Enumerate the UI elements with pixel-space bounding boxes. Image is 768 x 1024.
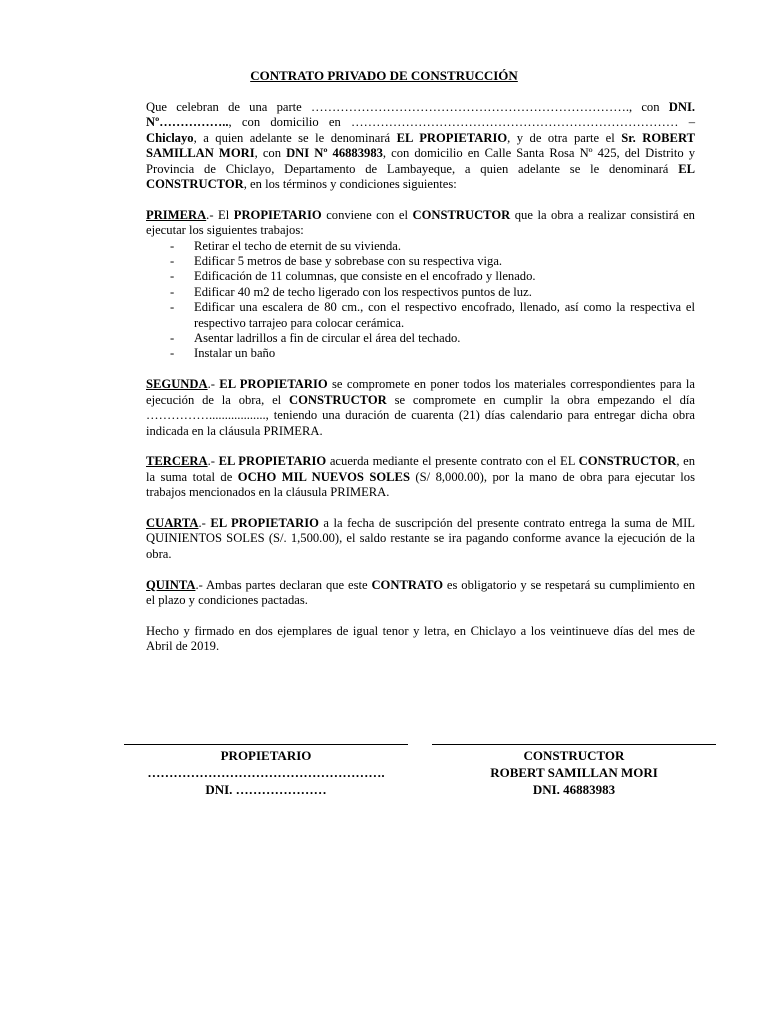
- list-item: - Asentar ladrillos a fin de circular el área del techado.: [176, 331, 695, 346]
- contractor-ref: CONSTRUCTOR: [412, 207, 511, 222]
- intro-text-c: , a quien adelante se le denominará: [193, 130, 397, 145]
- owner-ref: PROPIETARIO: [233, 207, 322, 222]
- clause-text: se compromete en cumplir la obra empezando el día …………….................., teniendo una duración de cuarenta (21) días calendario para entregar dicha obra indicada en la cláusula PRIMERA.: [146, 392, 695, 438]
- contractor-ref: CONSTRUCTOR: [288, 392, 387, 407]
- signature-block-owner: [124, 744, 408, 798]
- intro-text-g: , en los términos y condiciones siguientes:: [243, 177, 457, 192]
- contractor-designation: EL CONSTRUCTOR: [146, 161, 695, 192]
- clause-text: (S/ 8,000.00), por la mano de obra para ejecutar los trabajos mencionados en la cláusula PRIMERA.: [146, 469, 695, 500]
- clause-text: acuerda mediante el presente contrato con el EL: [326, 454, 579, 469]
- clause-text: conviene con el: [321, 207, 413, 222]
- signature-dni: DNI. 46883983: [532, 782, 616, 797]
- document-title: CONTRATO PRIVADO DE CONSTRUCCIÓN: [250, 68, 518, 83]
- signature-block-contractor: [432, 744, 716, 798]
- clause-primera: [146, 208, 695, 239]
- owner-ref: EL PROPIETARIO: [219, 377, 328, 392]
- list-item: - Edificar una escalera de 80 cm., con el respectivo encofrado, llenado, así como la respectiva el respectivo tarrajeo para colocar cerámica.: [176, 300, 695, 331]
- contractor-name: Sr. ROBERT SAMILLAN MORI: [146, 130, 695, 161]
- owner-ref: EL PROPIETARIO: [210, 515, 319, 530]
- clause-text: que la obra a realizar consistirá en ejecutar los siguientes trabajos:: [146, 207, 695, 238]
- clause-text: a la fecha de suscripción del presente contrato entrega la suma de MIL QUINIENTOS SOLES (S/. 1,500.00), el saldo restante se ira pagando conforme avance la ejecución de la obra.: [146, 515, 695, 561]
- owner-city: Chiclayo: [146, 130, 194, 145]
- clause-segunda: [146, 377, 695, 439]
- total-amount: OCHO MIL NUEVOS SOLES: [237, 469, 410, 484]
- intro-paragraph: [146, 100, 695, 192]
- owner-designation: EL PROPIETARIO: [396, 130, 508, 145]
- intro-text-b: , con domicilio en …………………………………………………………………… –: [228, 115, 695, 130]
- signature-name: ROBERT SAMILLAN MORI: [490, 765, 658, 780]
- list-item: - Edificación de 11 columnas, que consiste en el encofrado y llenado.: [176, 269, 695, 284]
- clause-sep: .-: [198, 515, 211, 530]
- closing-paragraph: Hecho y firmado en dos ejemplares de igual tenor y letra, en Chiclayo a los veintinueve días del mes de Abril de 2019.: [146, 623, 695, 654]
- intro-text-d: , y de otra parte el: [507, 130, 622, 145]
- intro-text-a: Que celebran de una parte …………………………………………………………………., con: [146, 100, 669, 114]
- list-item: - Edificar 40 m2 de techo ligerado con los respectivos puntos de luz.: [176, 285, 695, 300]
- signature-dni: DNI. …………………: [205, 782, 327, 797]
- owner-ref: EL PROPIETARIO: [218, 454, 327, 469]
- contract-body: [146, 100, 695, 670]
- intro-text-f: , con domicilio en Calle Santa Rosa Nº 425, del Distrito y Provincia de Chiclayo, Departamento de Lambayeque, a quien adelante se le denominará: [146, 146, 696, 176]
- clause-heading-quinta: QUINTA: [146, 577, 196, 592]
- list-item: - Retirar el techo de eternit de su vivienda.: [176, 239, 695, 254]
- clause-quinta: [146, 578, 695, 609]
- clause-sep: .-: [207, 377, 220, 392]
- task-list: [146, 239, 695, 362]
- clause-heading-cuarta: CUARTA: [146, 515, 199, 530]
- clause-text: se compromete en poner todos los materiales correspondientes para la ejecución de la obra, el: [146, 377, 695, 407]
- contractor-dni: DNI Nº 46883983: [286, 146, 383, 161]
- clause-sep: .-: [207, 454, 219, 469]
- list-item: - Edificar 5 metros de base y sobrebase con su respectiva viga.: [176, 254, 695, 269]
- signature-line: [432, 744, 716, 745]
- signature-line: [124, 744, 408, 745]
- contract-ref: CONTRATO: [371, 577, 444, 592]
- clause-sep: .- El: [206, 207, 234, 222]
- clause-sep: .- Ambas partes declaran que este: [195, 577, 372, 592]
- clause-text: , en la suma total de: [146, 454, 695, 484]
- signature-role: CONSTRUCTOR: [523, 748, 625, 763]
- clause-heading-segunda: SEGUNDA: [146, 377, 208, 392]
- clause-text: es obligatorio y se respetará su cumplimiento en el plazo y condiciones pactadas.: [146, 577, 695, 607]
- intro-text-e: , con: [254, 146, 287, 161]
- clause-tercera: [146, 454, 695, 500]
- contractor-ref: CONSTRUCTOR: [578, 454, 677, 469]
- owner-dni-label: DNI. Nº……………..: [146, 100, 695, 130]
- clause-cuarta: [146, 516, 695, 562]
- signature-name: ……………………………………………….: [147, 765, 385, 780]
- signature-role: PROPIETARIO: [220, 748, 312, 763]
- clause-heading-primera: PRIMERA: [146, 207, 207, 222]
- clause-heading-tercera: TERCERA: [146, 454, 208, 469]
- list-item: - Instalar un baño: [176, 346, 695, 361]
